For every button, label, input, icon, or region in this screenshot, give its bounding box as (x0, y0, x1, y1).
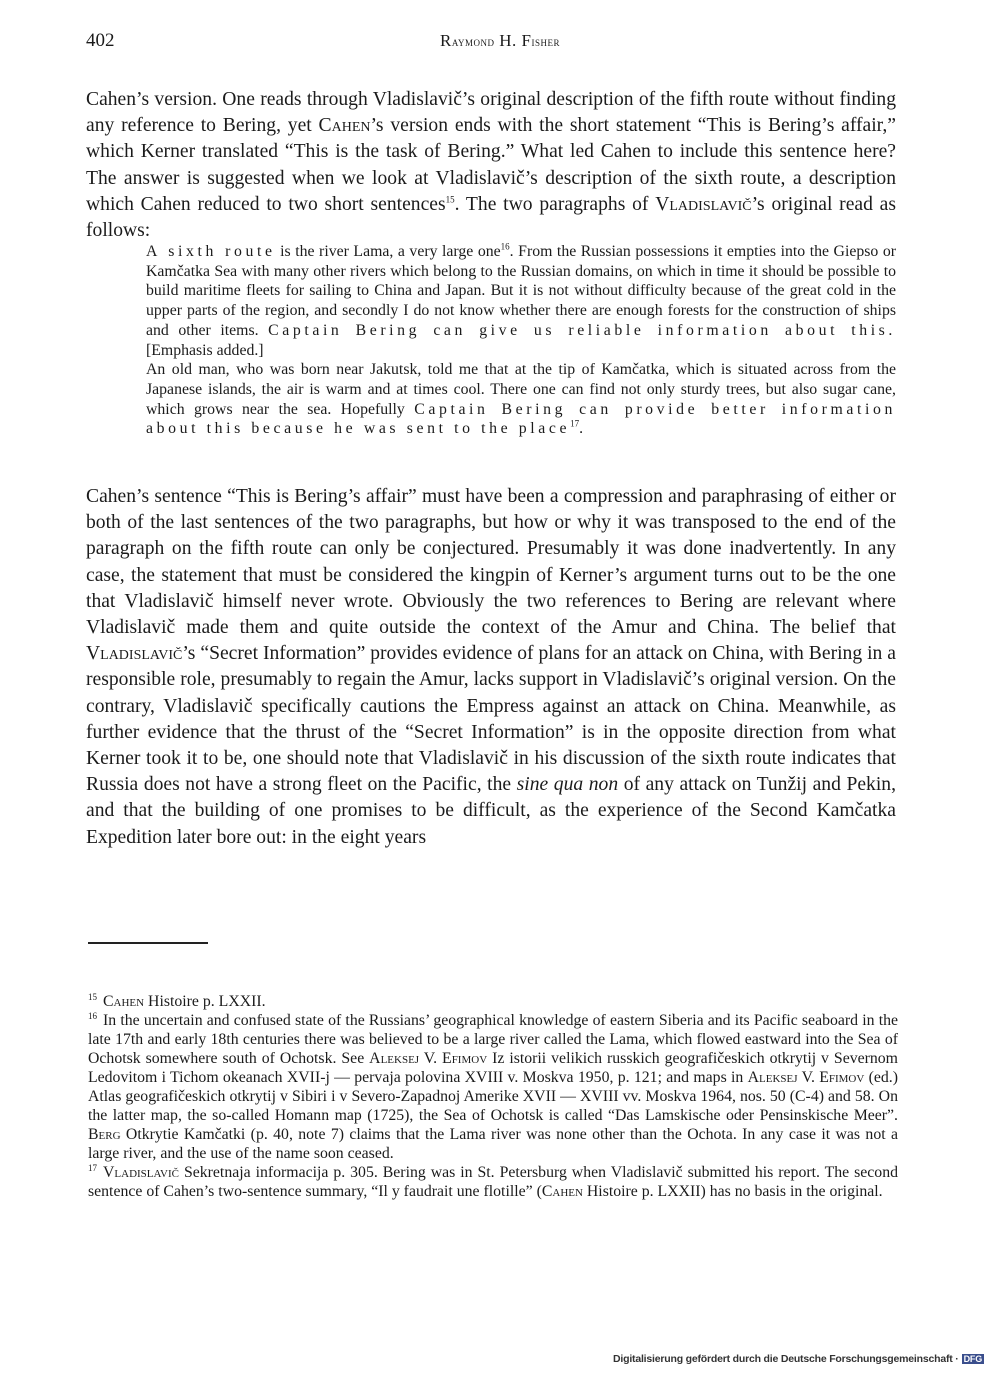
footnote-ref-16: 16 (500, 241, 510, 252)
digitization-credit: Digitalisierung gefördert durch die Deutsche Forschungsgemeinschaft · DFG (613, 1353, 982, 1365)
dfg-logo-icon: DFG (963, 1354, 982, 1365)
footnote-rule (88, 942, 208, 944)
footnotes (88, 992, 898, 1201)
latin-phrase: sine qua non (516, 774, 619, 796)
body-paragraph-2: Cahen’s sentence “This is Bering’s affair” must have been a compression and paraphrasing of either or both of the last sentences of the two paragraphs, but how or why it was transposed to the end of the paragraph on the fifth route can only be conjectured. Presumably it was done inadvertently. In any case, the statement that must be considered the kingpin of Kerner’s argument turns out to be the one that Vladislavič himself never wrote. Obviously the two references to Bering are relevant where Vladislavič made them and quite outside the context of the Amur and China. The belief that Vladislavič’s “Secret Information” provides evidence of plans for an attack on China, with Bering in a responsible role, presumably to regain the Amur, lacks support in Vladislavič’s original version. On the contrary, Vladislavič specifically cautions the Empress against an attack on China. Meanwhile, as further evidence that the thrust of the “Secret Information” is in the opposite direction from what Kerner took it to be, one should note that Vladislavič in his discussion of the sixth route indicates that Russia does not have a strong fleet on the Pacific, the sine qua non of any attack on Tunžij and Pekin, and that the building of one promises to be difficult, as the experience of the Second Kamčatka Expedition later bore out: in the eight years (86, 486, 896, 848)
block-quote (146, 242, 896, 439)
quote-paragraph-1: A sixth route is the river Lama, a very large one$^{16}$. From the Russian possessions it empties into the Giepso or Kamčatka Sea with many other rivers which belong to the Russian domains, on which in time it should be possible to build maritime fleets for sailing to China and Japan. But it is not without difficulty because of the great cold in the upper parts of the region, and secondly I do not know whether there are enough forests for the construction of ships and other items. Captain Bering can give us reliable information about this. [Emphasis added.] (146, 241, 896, 359)
footnote-15: $^{15}$ Cahen Histoire p. LXXII. (88, 991, 266, 1010)
page-number: 402 (86, 30, 115, 51)
running-head: Raymond H. Fisher (439, 31, 561, 50)
quote-paragraph-2: An old man, who was born near Jakutsk, told me that at the tip of Kamčatka, which is situated across from the Japanese islands, the air is warm and at times cool. There one can find not only sturdy trees, but also sugar cane, which grows near the sea. Hopefully Captain Bering can provide better information about this because he was sent to the place$^{17}$. (146, 361, 896, 438)
footnote-16: $^{16}$ In the uncertain and confused state of the Russians’ geographical knowledge of eastern Siberia and its Pacific seaboard in the late 17th and early 18th centuries there was believed to be a large river called the Lama, which flowed eastward into the Sea of Ochotsk somewhere south of Ochotsk. See Aleksej V. Efimov Iz istorii velikich russkich geografičeskich otkrytij v Severnom Ledovitom i Tichom okeanach XVII-j — pervaja polovina XVIII v. Moskva 1950, p. 121; and maps in Aleksej V. Efimov (ed.) Atlas geografičeskich otkrytij v Sibiri i v Severo-Zapadnoj Amerike XVII — XVIII vv. Moskva 1964, nos. 50 (C-4) and 58. On the latter map, the so-called Homann map (1725), the Sea of Ochotsk is called “Das Lamskische oder Pensinskische Meer”. Berg Otkrytie Kamčatki (p. 40, note 7) claims that the Lama river was none other than the Ochota. In any case it was not a large river, and the use of the name soon ceased. (88, 1010, 898, 1162)
author-name-small-caps: Cahen (318, 115, 371, 137)
footnote-17: $^{17}$ Vladislavič Sekretnaja informacija p. 305. Bering was in St. Petersburg when Vladislavič submitted his report. The second sentence of Cahen’s two-sentence summary, “Il y faudrait une flotille” (Cahen Histoire p. LXXII) has no basis in the original. (88, 1162, 898, 1200)
footnote-ref-15: 15 (445, 194, 455, 205)
author-name-small-caps: Vladislavič (86, 643, 183, 665)
body-paragraph-1: Cahen’s version. One reads through Vladislavič’s original description of the fifth route without finding any reference to Bering, yet Cahen’s version ends with the short statement “This is Bering’s affair,” which Kerner translated “This is the task of Bering.” What led Cahen to include this sentence here? The answer is suggested when we look at Vladislavič’s description of the sixth route, a description which Cahen reduced to two short sentences$^{15}$. The two paragraphs of Vladislavič’s original read as follows: (86, 89, 897, 242)
author-name-small-caps: Vladislavič (655, 193, 752, 215)
footnote-ref-17: 17 (570, 419, 580, 430)
